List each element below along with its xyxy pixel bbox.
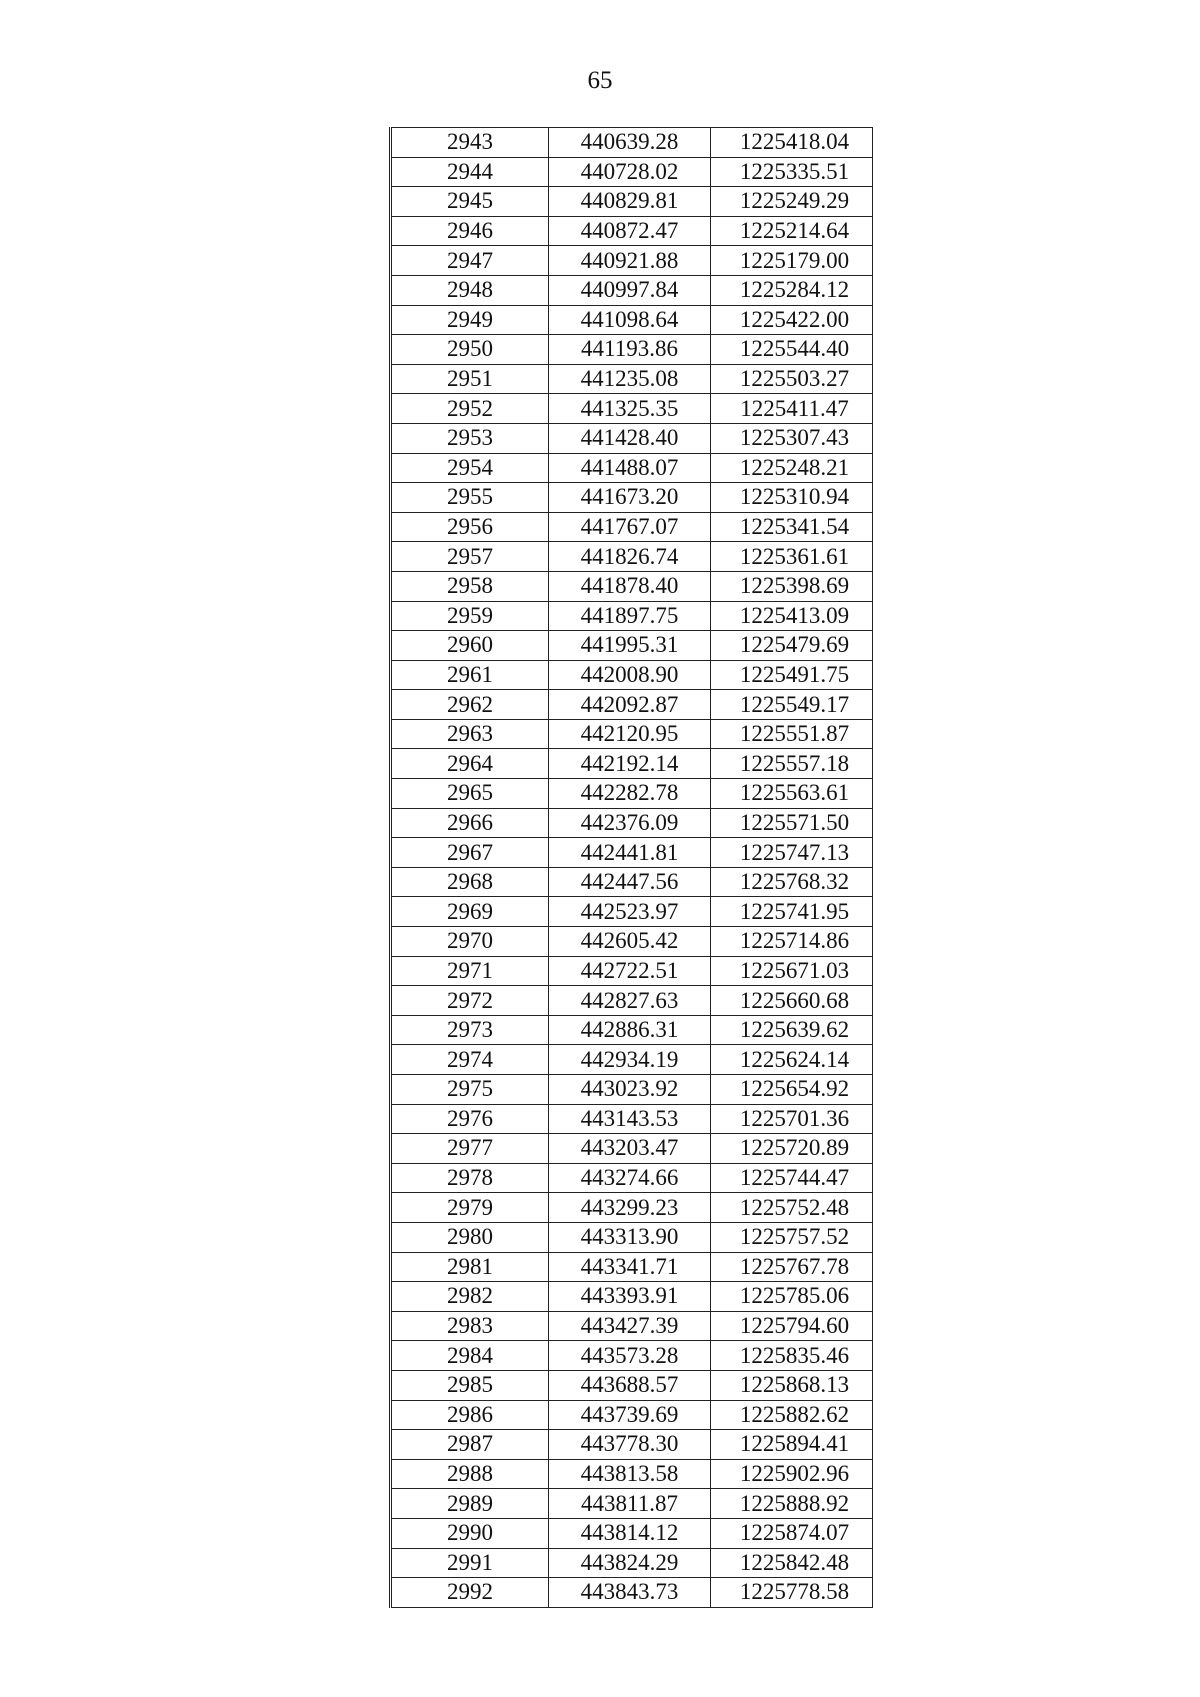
- table-row: [391, 305, 873, 335]
- x-coordinate-cell: 442934.19: [549, 1045, 711, 1075]
- point-number-cell: 2975: [391, 1075, 549, 1105]
- point-number-cell: 2945: [391, 187, 549, 217]
- table-row: [391, 808, 873, 838]
- x-coordinate-cell: 440997.84: [549, 275, 711, 305]
- table-row: [391, 128, 873, 158]
- point-number-cell: 2956: [391, 512, 549, 542]
- table-row: [391, 838, 873, 868]
- x-coordinate-cell: 440639.28: [549, 128, 711, 158]
- x-coordinate-cell: 442376.09: [549, 808, 711, 838]
- x-coordinate-cell: 443573.28: [549, 1341, 711, 1371]
- point-number-cell: 2982: [391, 1282, 549, 1312]
- table-row: [391, 542, 873, 572]
- x-coordinate-cell: 441193.86: [549, 335, 711, 365]
- table-row: [391, 1163, 873, 1193]
- y-coordinate-cell: 1225842.48: [711, 1548, 873, 1578]
- point-number-cell: 2989: [391, 1489, 549, 1519]
- y-coordinate-cell: 1225335.51: [711, 157, 873, 187]
- x-coordinate-cell: 443203.47: [549, 1134, 711, 1164]
- point-number-cell: 2961: [391, 660, 549, 690]
- table-row: [391, 512, 873, 542]
- table-row: [391, 394, 873, 424]
- table-row: [391, 986, 873, 1016]
- x-coordinate-cell: 443843.73: [549, 1578, 711, 1608]
- table-row: [391, 1311, 873, 1341]
- y-coordinate-cell: 1225654.92: [711, 1075, 873, 1105]
- x-coordinate-cell: 443739.69: [549, 1400, 711, 1430]
- y-coordinate-cell: 1225361.61: [711, 542, 873, 572]
- y-coordinate-cell: 1225179.00: [711, 246, 873, 276]
- point-number-cell: 2983: [391, 1311, 549, 1341]
- y-coordinate-cell: 1225341.54: [711, 512, 873, 542]
- y-coordinate-cell: 1225868.13: [711, 1370, 873, 1400]
- x-coordinate-cell: 443143.53: [549, 1104, 711, 1134]
- table-row: [391, 423, 873, 453]
- y-coordinate-cell: 1225741.95: [711, 897, 873, 927]
- y-coordinate-cell: 1225503.27: [711, 364, 873, 394]
- x-coordinate-cell: 440921.88: [549, 246, 711, 276]
- y-coordinate-cell: 1225894.41: [711, 1430, 873, 1460]
- x-coordinate-cell: 442441.81: [549, 838, 711, 868]
- table-row: [391, 1015, 873, 1045]
- table-row: [391, 483, 873, 513]
- x-coordinate-cell: 443313.90: [549, 1222, 711, 1252]
- x-coordinate-cell: 441428.40: [549, 423, 711, 453]
- x-coordinate-cell: 441673.20: [549, 483, 711, 513]
- table-row: [391, 927, 873, 957]
- point-number-cell: 2965: [391, 779, 549, 809]
- table-row: [391, 897, 873, 927]
- x-coordinate-cell: 443813.58: [549, 1459, 711, 1489]
- point-number-cell: 2947: [391, 246, 549, 276]
- table-row: [391, 631, 873, 661]
- x-coordinate-cell: 443814.12: [549, 1518, 711, 1548]
- point-number-cell: 2980: [391, 1222, 549, 1252]
- point-number-cell: 2951: [391, 364, 549, 394]
- table-row: [391, 1459, 873, 1489]
- point-number-cell: 2985: [391, 1370, 549, 1400]
- x-coordinate-cell: 443688.57: [549, 1370, 711, 1400]
- y-coordinate-cell: 1225778.58: [711, 1578, 873, 1608]
- point-number-cell: 2971: [391, 956, 549, 986]
- y-coordinate-cell: 1225479.69: [711, 631, 873, 661]
- table-row: [391, 1489, 873, 1519]
- point-number-cell: 2946: [391, 216, 549, 246]
- point-number-cell: 2967: [391, 838, 549, 868]
- point-number-cell: 2986: [391, 1400, 549, 1430]
- table-row: [391, 1518, 873, 1548]
- table-row: [391, 1430, 873, 1460]
- point-number-cell: 2988: [391, 1459, 549, 1489]
- x-coordinate-cell: 443824.29: [549, 1548, 711, 1578]
- point-number-cell: 2978: [391, 1163, 549, 1193]
- y-coordinate-cell: 1225720.89: [711, 1134, 873, 1164]
- point-number-cell: 2958: [391, 571, 549, 601]
- y-coordinate-cell: 1225752.48: [711, 1193, 873, 1223]
- table-row: [391, 1370, 873, 1400]
- y-coordinate-cell: 1225747.13: [711, 838, 873, 868]
- point-number-cell: 2984: [391, 1341, 549, 1371]
- table-row: [391, 1222, 873, 1252]
- y-coordinate-cell: 1225835.46: [711, 1341, 873, 1371]
- y-coordinate-cell: 1225398.69: [711, 571, 873, 601]
- y-coordinate-cell: 1225491.75: [711, 660, 873, 690]
- coordinates-table: [389, 127, 873, 1608]
- point-number-cell: 2992: [391, 1578, 549, 1608]
- x-coordinate-cell: 442605.42: [549, 927, 711, 957]
- point-number-cell: 2960: [391, 631, 549, 661]
- x-coordinate-cell: 441098.64: [549, 305, 711, 335]
- y-coordinate-cell: 1225888.92: [711, 1489, 873, 1519]
- point-number-cell: 2974: [391, 1045, 549, 1075]
- point-number-cell: 2977: [391, 1134, 549, 1164]
- table-row: [391, 690, 873, 720]
- coordinates-table-body: [391, 128, 873, 1608]
- y-coordinate-cell: 1225671.03: [711, 956, 873, 986]
- point-number-cell: 2970: [391, 927, 549, 957]
- point-number-cell: 2976: [391, 1104, 549, 1134]
- point-number-cell: 2969: [391, 897, 549, 927]
- y-coordinate-cell: 1225310.94: [711, 483, 873, 513]
- table-row: [391, 571, 873, 601]
- point-number-cell: 2954: [391, 453, 549, 483]
- x-coordinate-cell: 442722.51: [549, 956, 711, 986]
- y-coordinate-cell: 1225551.87: [711, 719, 873, 749]
- point-number-cell: 2973: [391, 1015, 549, 1045]
- table-row: [391, 187, 873, 217]
- x-coordinate-cell: 441488.07: [549, 453, 711, 483]
- table-row: [391, 1548, 873, 1578]
- x-coordinate-cell: 443427.39: [549, 1311, 711, 1341]
- x-coordinate-cell: 441325.35: [549, 394, 711, 424]
- y-coordinate-cell: 1225639.62: [711, 1015, 873, 1045]
- table-row: [391, 956, 873, 986]
- x-coordinate-cell: 442008.90: [549, 660, 711, 690]
- table-row: [391, 601, 873, 631]
- point-number-cell: 2968: [391, 867, 549, 897]
- y-coordinate-cell: 1225882.62: [711, 1400, 873, 1430]
- y-coordinate-cell: 1225411.47: [711, 394, 873, 424]
- table-row: [391, 1104, 873, 1134]
- x-coordinate-cell: 443299.23: [549, 1193, 711, 1223]
- point-number-cell: 2979: [391, 1193, 549, 1223]
- x-coordinate-cell: 442092.87: [549, 690, 711, 720]
- table-row: [391, 660, 873, 690]
- table-row: [391, 364, 873, 394]
- point-number-cell: 2959: [391, 601, 549, 631]
- point-number-cell: 2962: [391, 690, 549, 720]
- x-coordinate-cell: 441235.08: [549, 364, 711, 394]
- table-row: [391, 749, 873, 779]
- point-number-cell: 2964: [391, 749, 549, 779]
- x-coordinate-cell: 442120.95: [549, 719, 711, 749]
- point-number-cell: 2981: [391, 1252, 549, 1282]
- y-coordinate-cell: 1225701.36: [711, 1104, 873, 1134]
- table-row: [391, 1252, 873, 1282]
- x-coordinate-cell: 443341.71: [549, 1252, 711, 1282]
- x-coordinate-cell: 442282.78: [549, 779, 711, 809]
- point-number-cell: 2966: [391, 808, 549, 838]
- point-number-cell: 2991: [391, 1548, 549, 1578]
- point-number-cell: 2950: [391, 335, 549, 365]
- table-row: [391, 157, 873, 187]
- table-row: [391, 275, 873, 305]
- y-coordinate-cell: 1225557.18: [711, 749, 873, 779]
- table-row: [391, 1193, 873, 1223]
- y-coordinate-cell: 1225549.17: [711, 690, 873, 720]
- point-number-cell: 2943: [391, 128, 549, 158]
- y-coordinate-cell: 1225422.00: [711, 305, 873, 335]
- y-coordinate-cell: 1225744.47: [711, 1163, 873, 1193]
- point-number-cell: 2957: [391, 542, 549, 572]
- table-row: [391, 1045, 873, 1075]
- y-coordinate-cell: 1225902.96: [711, 1459, 873, 1489]
- y-coordinate-cell: 1225248.21: [711, 453, 873, 483]
- x-coordinate-cell: 442447.56: [549, 867, 711, 897]
- y-coordinate-cell: 1225418.04: [711, 128, 873, 158]
- x-coordinate-cell: 443023.92: [549, 1075, 711, 1105]
- y-coordinate-cell: 1225757.52: [711, 1222, 873, 1252]
- table-row: [391, 1341, 873, 1371]
- x-coordinate-cell: 443274.66: [549, 1163, 711, 1193]
- y-coordinate-cell: 1225660.68: [711, 986, 873, 1016]
- y-coordinate-cell: 1225571.50: [711, 808, 873, 838]
- table-row: [391, 453, 873, 483]
- y-coordinate-cell: 1225794.60: [711, 1311, 873, 1341]
- table-row: [391, 1578, 873, 1608]
- page-number: 65: [587, 67, 613, 94]
- y-coordinate-cell: 1225284.12: [711, 275, 873, 305]
- table-row: [391, 1282, 873, 1312]
- table-row: [391, 1075, 873, 1105]
- point-number-cell: 2953: [391, 423, 549, 453]
- table-row: [391, 867, 873, 897]
- point-number-cell: 2944: [391, 157, 549, 187]
- y-coordinate-cell: 1225785.06: [711, 1282, 873, 1312]
- x-coordinate-cell: 441878.40: [549, 571, 711, 601]
- table-row: [391, 1134, 873, 1164]
- point-number-cell: 2987: [391, 1430, 549, 1460]
- table-row: [391, 779, 873, 809]
- y-coordinate-cell: 1225767.78: [711, 1252, 873, 1282]
- y-coordinate-cell: 1225249.29: [711, 187, 873, 217]
- x-coordinate-cell: 442192.14: [549, 749, 711, 779]
- y-coordinate-cell: 1225768.32: [711, 867, 873, 897]
- x-coordinate-cell: 441897.75: [549, 601, 711, 631]
- y-coordinate-cell: 1225624.14: [711, 1045, 873, 1075]
- x-coordinate-cell: 440872.47: [549, 216, 711, 246]
- table-row: [391, 1400, 873, 1430]
- point-number-cell: 2990: [391, 1518, 549, 1548]
- y-coordinate-cell: 1225563.61: [711, 779, 873, 809]
- table-row: [391, 335, 873, 365]
- point-number-cell: 2972: [391, 986, 549, 1016]
- table-row: [391, 216, 873, 246]
- x-coordinate-cell: 440728.02: [549, 157, 711, 187]
- x-coordinate-cell: 441995.31: [549, 631, 711, 661]
- y-coordinate-cell: 1225874.07: [711, 1518, 873, 1548]
- x-coordinate-cell: 443778.30: [549, 1430, 711, 1460]
- point-number-cell: 2952: [391, 394, 549, 424]
- table-row: [391, 246, 873, 276]
- x-coordinate-cell: 442886.31: [549, 1015, 711, 1045]
- x-coordinate-cell: 443393.91: [549, 1282, 711, 1312]
- point-number-cell: 2948: [391, 275, 549, 305]
- x-coordinate-cell: 440829.81: [549, 187, 711, 217]
- x-coordinate-cell: 442523.97: [549, 897, 711, 927]
- y-coordinate-cell: 1225544.40: [711, 335, 873, 365]
- point-number-cell: 2963: [391, 719, 549, 749]
- point-number-cell: 2949: [391, 305, 549, 335]
- x-coordinate-cell: 441826.74: [549, 542, 711, 572]
- x-coordinate-cell: 442827.63: [549, 986, 711, 1016]
- y-coordinate-cell: 1225307.43: [711, 423, 873, 453]
- y-coordinate-cell: 1225714.86: [711, 927, 873, 957]
- x-coordinate-cell: 441767.07: [549, 512, 711, 542]
- table-row: [391, 719, 873, 749]
- y-coordinate-cell: 1225214.64: [711, 216, 873, 246]
- x-coordinate-cell: 443811.87: [549, 1489, 711, 1519]
- y-coordinate-cell: 1225413.09: [711, 601, 873, 631]
- point-number-cell: 2955: [391, 483, 549, 513]
